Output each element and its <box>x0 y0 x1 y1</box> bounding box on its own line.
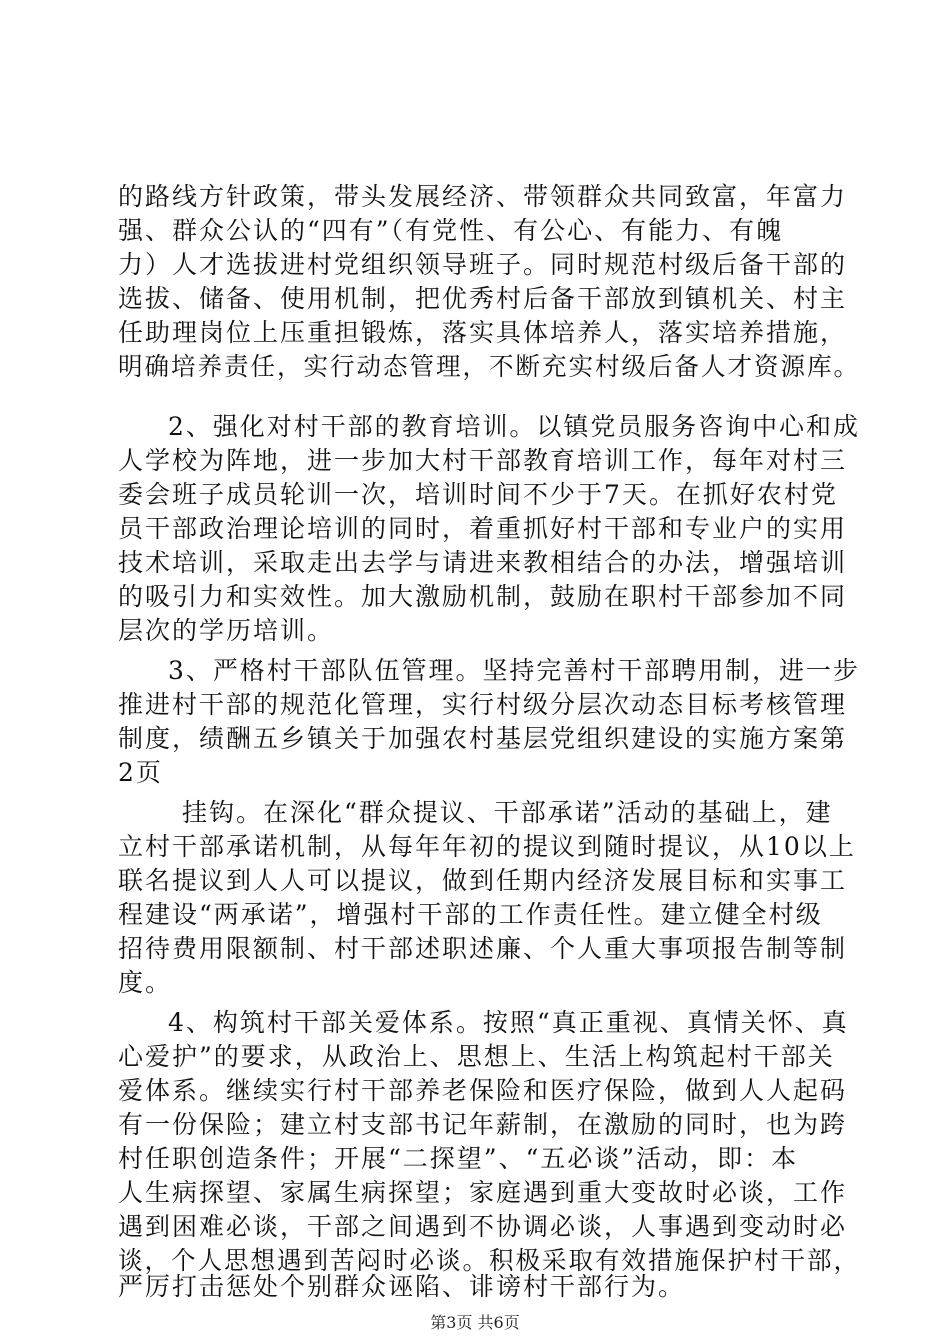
text-line: 挂钩。在深化“群众提议、干部承诺”活动的基础上，建 <box>182 798 833 827</box>
text-line: 员干部政治理论培训的同时，着重抓好村干部和专业户的实用 <box>118 514 848 543</box>
text-line: 选拔、储备、使用机制，把优秀村后备干部放到镇机关、村主 <box>118 284 848 313</box>
text-line: 2、强化对村干部的教育培训。以镇党员服务咨询中心和成 <box>168 412 860 441</box>
text-line: 招待费用限额制、村干部述职述廉、个人重大事项报告制等制 <box>118 934 848 963</box>
text-line: 度。 <box>118 968 173 997</box>
text-line: 强、群众公认的“四有”（有党性、有公心、有能力、有魄 <box>118 216 784 245</box>
text-line: 人生病探望、家属生病探望；家庭遇到重大变故时必谈，工作 <box>118 1178 848 1207</box>
text-line: 严厉打击惩处个别群众诬陷、诽谤村干部行为。 <box>118 1272 686 1301</box>
text-line: 3、严格村干部队伍管理。坚持完善村干部聘用制，进一步 <box>168 656 860 685</box>
text-line: 谈，个人思想遇到苦闷时必谈。积极采取有效措施保护村干部， <box>118 1246 861 1275</box>
text-line: 爱体系。继续实行村干部养老保险和医疗保险，做到人人起码 <box>118 1076 848 1105</box>
text-line: 遇到困难必谈，干部之间遇到不协调必谈，人事遇到变动时必 <box>118 1212 848 1241</box>
text-line: 委会班子成员轮训一次，培训时间不少于7天。在抓好农村党 <box>118 480 838 509</box>
text-line: 人学校为阵地，进一步加大村干部教育培训工作，每年对村三 <box>118 446 848 475</box>
page-number-footer: 第3页 共6页 <box>430 1313 520 1332</box>
text-line: 层次的学历培训。 <box>118 616 335 645</box>
text-line: 的路线方针政策，带头发展经济、带领群众共同致富，年富力 <box>118 182 848 211</box>
text-line: 立村干部承诺机制，从每年年初的提议到随时提议，从10以上 <box>118 832 856 861</box>
text-line: 2页 <box>118 758 163 787</box>
text-line: 联名提议到人人可以提议，做到任期内经济发展目标和实事工 <box>118 866 848 895</box>
text-line: 技术培训，采取走出去学与请进来教相结合的办法，增强培训 <box>118 548 848 577</box>
text-line: 程建设“两承诺”，增强村干部的工作责任性。建立健全村级 <box>118 900 823 929</box>
text-line: 心爱护”的要求，从政治上、思想上、生活上构筑起村干部关 <box>118 1042 835 1071</box>
text-line: 村任职创造条件；开展“二探望”、“五必谈”活动，即：本 <box>118 1144 799 1173</box>
text-line: 明确培养责任，实行动态管理，不断充实村级后备人才资源库。 <box>118 352 861 381</box>
text-line: 力）人才选拔进村党组织领导班子。同时规范村级后备干部的 <box>118 250 848 279</box>
text-line: 4、构筑村干部关爱体系。按照“真正重视、真情关怀、真 <box>168 1008 849 1037</box>
text-line: 制度，绩酬五乡镇关于加强农村基层党组织建设的实施方案第 <box>118 724 848 753</box>
text-line: 任助理岗位上压重担锻炼，落实具体培养人，落实培养措施， <box>118 318 848 347</box>
text-line: 推进村干部的规范化管理，实行村级分层次动态目标考核管理 <box>118 690 848 719</box>
text-line: 的吸引力和实效性。加大激励机制，鼓励在职村干部参加不同 <box>118 582 848 611</box>
text-line: 有一份保险；建立村支部书记年薪制，在激励的同时，也为跨 <box>118 1110 848 1139</box>
